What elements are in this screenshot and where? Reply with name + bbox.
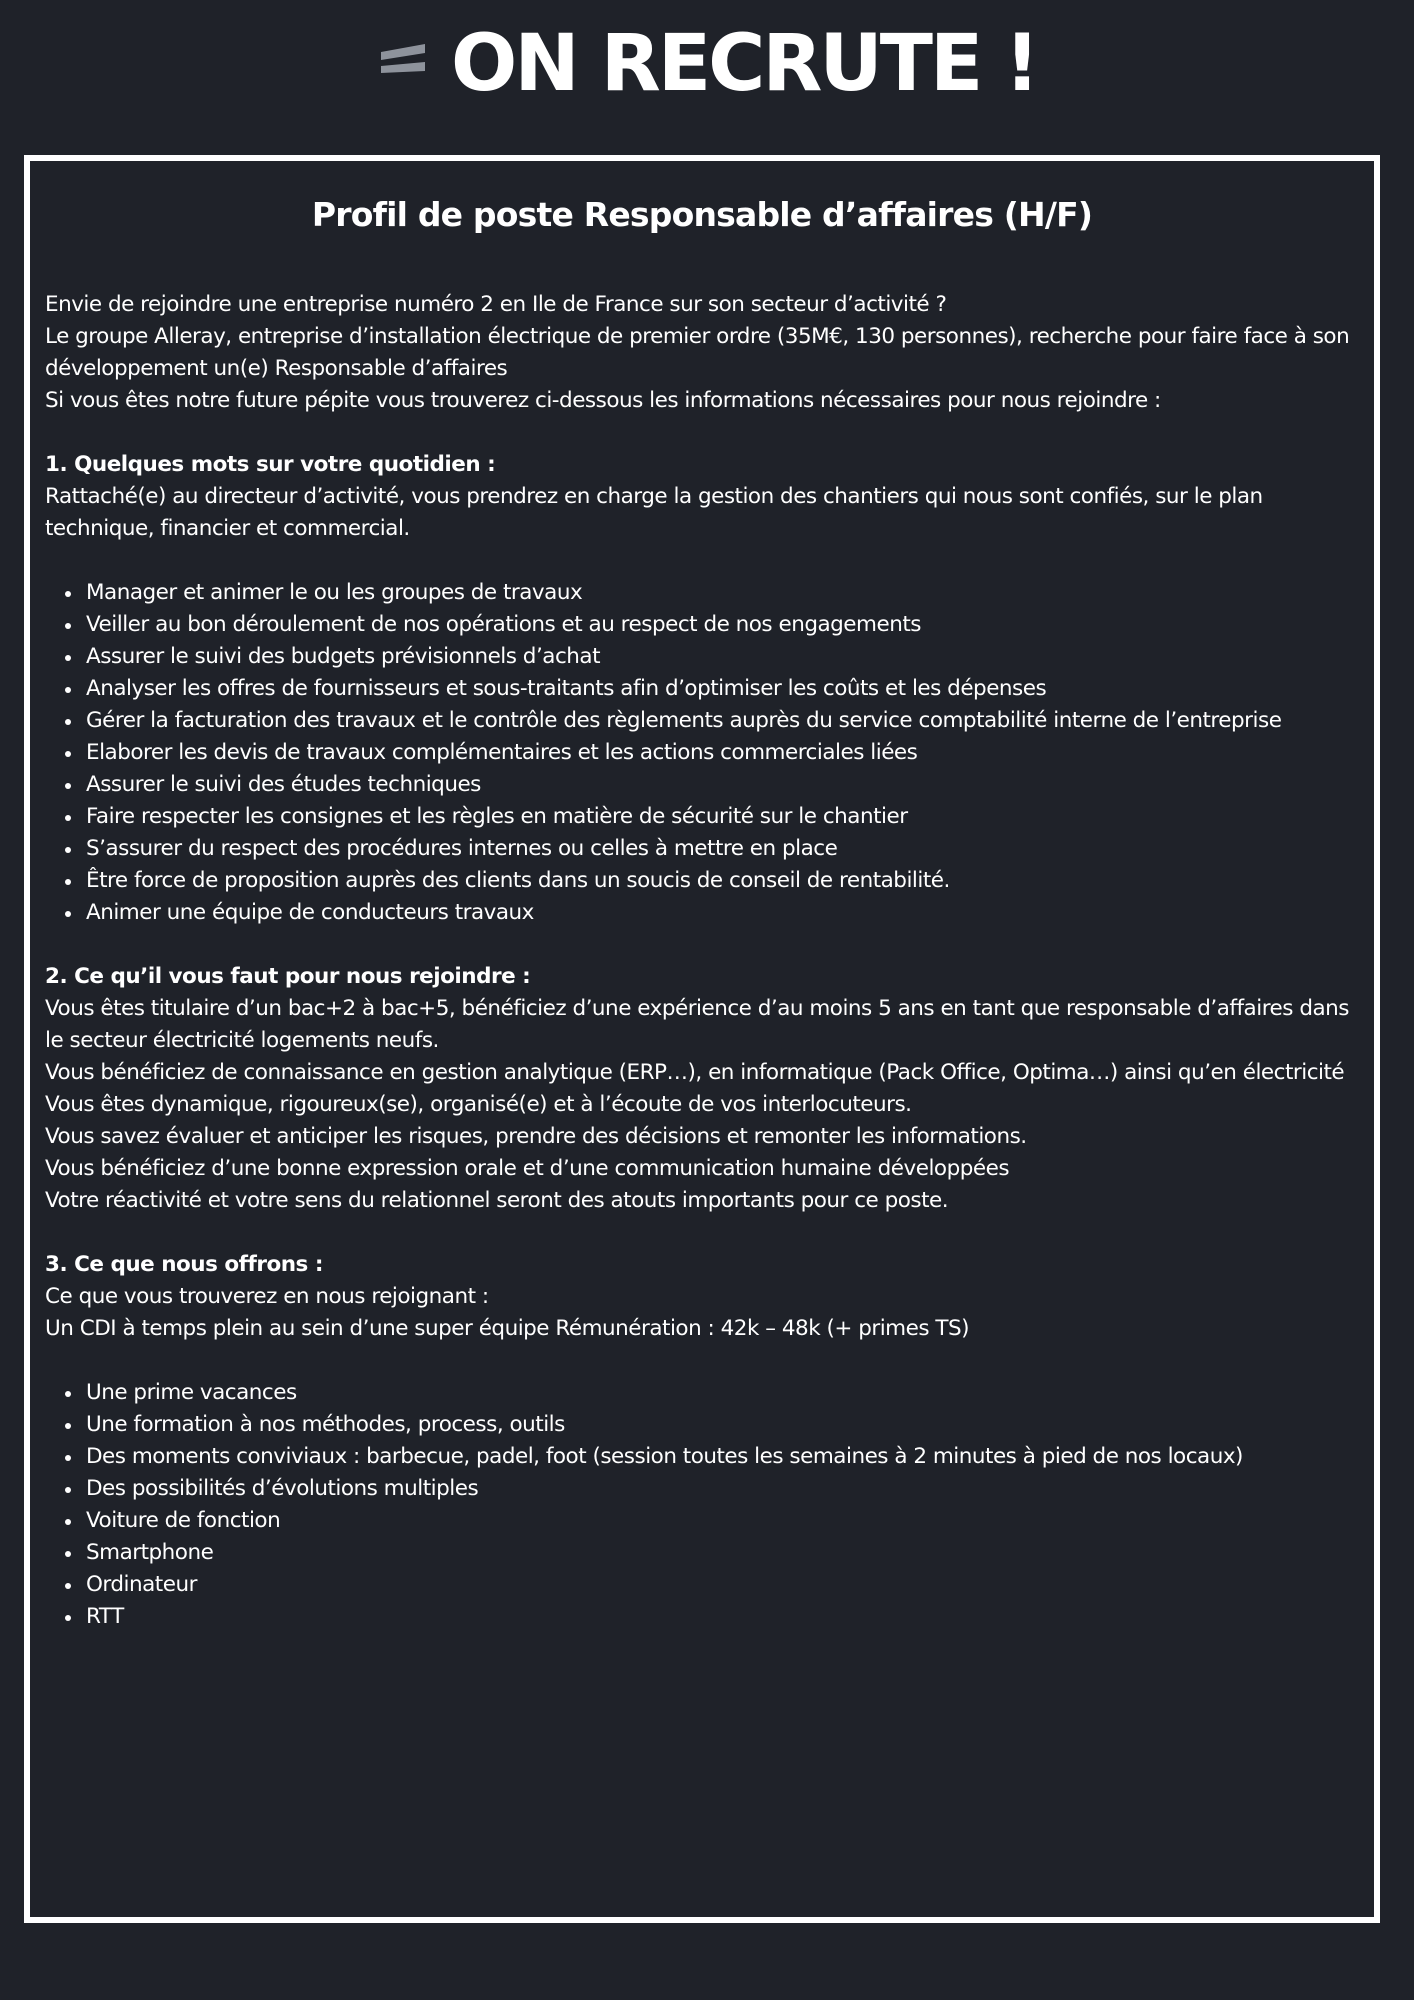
spacer — [45, 417, 1365, 449]
page-header — [0, 14, 1414, 114]
section-title-daily: 1. Quelques mots sur votre quotidien : — [45, 452, 496, 477]
intro-line: Envie de rejoindre une entreprise numéro 2 en Ile de France sur son secteur d’activité ? — [45, 292, 947, 317]
section-title-requirements: 2. Ce qu’il vous faut pour nous rejoindre : — [45, 964, 531, 989]
daily-tasks-list — [45, 577, 1365, 929]
list-item: Des moments conviviaux : barbecue, padel, foot (session toutes les semaines à 2 minutes à pied de nos locaux) — [86, 1441, 1365, 1473]
list-item: RTT — [86, 1601, 1365, 1633]
section-text: Vous bénéficiez de connaissance en gestion analytique (ERP…), en informatique (Pack Office, Optima…) ainsi qu’en électricité — [45, 1060, 1345, 1085]
list-item: Elaborer les devis de travaux complémentaires et les actions commerciales liées — [86, 737, 1365, 769]
section-title-offer: 3. Ce que nous offrons : — [45, 1252, 323, 1277]
stripes-logo-icon — [377, 38, 429, 82]
list-item: Voiture de fonction — [86, 1505, 1365, 1537]
section-text: Un CDI à temps plein au sein d’une super équipe Rémunération : 42k – 48k (+ primes TS) — [45, 1316, 970, 1341]
job-profile-panel — [24, 155, 1380, 1923]
spacer — [45, 545, 1365, 577]
list-item: Une formation à nos méthodes, process, outils — [86, 1409, 1365, 1441]
intro-line: Si vous êtes notre future pépite vous trouverez ci-dessous les informations nécessaires pour nous rejoindre : — [45, 388, 1161, 413]
section-text: Vous savez évaluer et anticiper les risques, prendre des décisions et remonter les informations. — [45, 1124, 1027, 1149]
spacer — [45, 929, 1365, 961]
list-item: Gérer la facturation des travaux et le contrôle des règlements auprès du service comptabilité interne de l’entreprise — [86, 705, 1365, 737]
section-text: Vous bénéficiez d’une bonne expression orale et d’une communication humaine développées — [45, 1156, 1010, 1181]
section-text: Ce que vous trouverez en nous rejoignant : — [45, 1284, 489, 1309]
headline: ON RECRUTE ! — [451, 19, 1037, 109]
intro-line: Le groupe Alleray, entreprise d’installation électrique de premier ordre (35M€, 130 personnes), recherche pour faire face à son développement un(e) Responsable d’affaires — [45, 324, 1350, 381]
list-item: Assurer le suivi des budgets prévisionnels d’achat — [86, 641, 1365, 673]
section-text: Rattaché(e) au directeur d’activité, vous prendrez en charge la gestion des chantiers qui nous sont confiés, sur le plan technique, financier et commercial. — [45, 484, 1263, 541]
section-text: Votre réactivité et votre sens du relationnel seront des atouts importants pour ce poste. — [45, 1188, 949, 1213]
list-item: Être force de proposition auprès des clients dans un soucis de conseil de rentabilité. — [86, 865, 1365, 897]
section-text: Vous êtes dynamique, rigoureux(se), organisé(e) et à l’écoute de vos interlocuteurs. — [45, 1092, 912, 1117]
spacer — [45, 1345, 1365, 1377]
list-item: Assurer le suivi des études techniques — [86, 769, 1365, 801]
list-item: Animer une équipe de conducteurs travaux — [86, 897, 1365, 929]
section-text: Vous êtes titulaire d’un bac+2 à bac+5, bénéficiez d’une expérience d’au moins 5 ans en tant que responsable d’affaires dans le secteur électricité logements neufs. — [45, 996, 1349, 1053]
list-item: Manager et animer le ou les groupes de travaux — [86, 577, 1365, 609]
list-item: Une prime vacances — [86, 1377, 1365, 1409]
list-item: Veiller au bon déroulement de nos opérations et au respect de nos engagements — [86, 609, 1365, 641]
list-item: Ordinateur — [86, 1569, 1365, 1601]
job-description — [45, 289, 1365, 1633]
spacer — [45, 1217, 1365, 1249]
list-item: Des possibilités d’évolutions multiples — [86, 1473, 1365, 1505]
list-item: Analyser les offres de fournisseurs et sous-traitants afin d’optimiser les coûts et les dépenses — [86, 673, 1365, 705]
page-title: Profil de poste Responsable d’affaires (H/F) — [311, 195, 1093, 234]
list-item: Smartphone — [86, 1537, 1365, 1569]
list-item: Faire respecter les consignes et les règles en matière de sécurité sur le chantier — [86, 801, 1365, 833]
list-item: S’assurer du respect des procédures internes ou celles à mettre en place — [86, 833, 1365, 865]
benefits-list — [45, 1377, 1365, 1633]
